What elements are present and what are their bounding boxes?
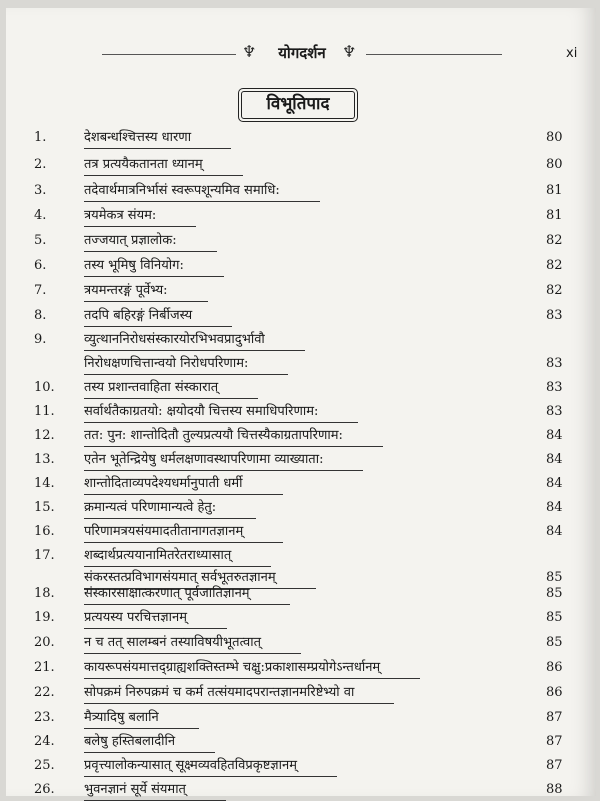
- entry-underline: [84, 518, 256, 519]
- page-ref: 87: [546, 710, 563, 725]
- page-ref: 85: [546, 635, 563, 650]
- sutra-number: 9.: [34, 332, 47, 347]
- sutra-number: 6.: [34, 258, 47, 273]
- toc-entry: [6, 155, 596, 175]
- section-heading-box: [238, 88, 358, 122]
- sutra-number: 16.: [34, 524, 55, 539]
- sutra-number: 10.: [34, 380, 55, 395]
- page-ref: 84: [546, 500, 563, 515]
- toc-entry: [6, 756, 596, 776]
- sutra-text: त्रयमेकत्र संयम:: [84, 208, 157, 223]
- entry-underline: [84, 374, 288, 375]
- entry-underline: [84, 446, 383, 447]
- page-ref: 81: [546, 183, 563, 198]
- page-ref: 85: [546, 610, 563, 625]
- sutra-number: 8.: [34, 308, 47, 323]
- toc-entry: [6, 584, 596, 604]
- toc-entry: [6, 780, 596, 800]
- entry-underline: [84, 148, 231, 149]
- sutra-number: 24.: [34, 734, 55, 749]
- toc-entry: [6, 206, 596, 226]
- sutra-number: 21.: [34, 660, 55, 675]
- sutra-number: 26.: [34, 782, 55, 797]
- toc-entry: [6, 498, 596, 518]
- page-ref: 80: [546, 130, 563, 145]
- sutra-text: प्रत्ययस्य परचित्तज्ञानम्: [84, 610, 187, 625]
- sutra-text: क्रमान्यत्वं परिणामान्यत्वे हेतु:: [84, 500, 217, 515]
- entry-underline: [84, 604, 290, 605]
- page-ref: 83: [546, 356, 563, 371]
- toc-entry: [6, 708, 596, 728]
- sutra-number: 25.: [34, 758, 55, 773]
- running-header: [6, 42, 596, 66]
- sutra-text: तत्र प्रत्ययैकतानता ध्यानम्: [84, 157, 203, 172]
- sutra-number: 2.: [34, 157, 47, 172]
- entry-underline: [84, 703, 394, 704]
- entry-underline: [84, 251, 217, 252]
- entry-underline: [84, 350, 305, 351]
- toc-entry: [6, 546, 596, 566]
- ornament-icon: ♆: [342, 42, 357, 61]
- sutra-text: बलेषु हस्तिबलादीनि: [84, 734, 176, 749]
- entry-underline: [84, 175, 243, 176]
- section-title: विभूतिपाद: [266, 94, 330, 114]
- entry-underline: [84, 776, 337, 777]
- toc-entry: [6, 256, 596, 276]
- toc-entry: [6, 474, 596, 494]
- sutra-number: 15.: [34, 500, 55, 515]
- page-ref: 82: [546, 283, 563, 298]
- toc-entry: [6, 608, 596, 628]
- page-ref: 88: [546, 782, 563, 797]
- toc-entry: [6, 633, 596, 653]
- sutra-text: तदपि बहिरङ्गं निर्बीजस्य: [84, 308, 193, 323]
- entry-underline: [84, 678, 420, 679]
- page-ref: 86: [546, 660, 563, 675]
- sutra-number: 3.: [34, 183, 47, 198]
- toc-entry: [6, 231, 596, 251]
- sutra-text: देशबन्धश्चित्तस्य धारणा: [84, 130, 192, 145]
- sutra-text-line2: संकरस्तत्प्रविभागसंयमात् सर्वभूतरुतज्ञानम्: [84, 570, 276, 585]
- sutra-number: 22.: [34, 685, 55, 700]
- toc-entry: [6, 281, 596, 301]
- sutra-number: 7.: [34, 283, 47, 298]
- page-ref: 80: [546, 157, 563, 172]
- toc-entry: [6, 522, 596, 542]
- toc-entry: [6, 658, 596, 678]
- entry-underline: [84, 628, 227, 629]
- toc-entry: [6, 330, 596, 350]
- entry-underline: [84, 422, 358, 423]
- entry-underline: [84, 494, 283, 495]
- sutra-text: त्रयमन्तरङ्गं पूर्वेभ्य:: [84, 283, 168, 298]
- entry-underline: [84, 728, 199, 729]
- toc-entry-continuation: [6, 354, 596, 374]
- entry-underline: [84, 326, 232, 327]
- sutra-number: 1.: [34, 130, 47, 145]
- page-ref: 84: [546, 428, 563, 443]
- sutra-text: तज्जयात् प्रज्ञालोक:: [84, 233, 177, 248]
- toc-entry: [6, 732, 596, 752]
- sutra-number: 12.: [34, 428, 55, 443]
- sutra-text: तदेवार्थमात्रनिर्भासं स्वरूपशून्यमिव समाधि:: [84, 183, 280, 198]
- sutra-number: 14.: [34, 476, 55, 491]
- entry-underline: [84, 470, 363, 471]
- toc-entry: [6, 402, 596, 422]
- entry-underline: [84, 398, 258, 399]
- sutra-text: शब्दार्थप्रत्ययानामितरेतराध्यासात्: [84, 548, 232, 563]
- book-page: [6, 8, 596, 796]
- entry-underline: [84, 653, 301, 654]
- page-ref: 86: [546, 685, 563, 700]
- page-ref: 82: [546, 233, 563, 248]
- sutra-text: प्रवृत्त्यालोकन्यासात् सूक्ष्मव्यवहितविप्रकृष्टज्ञानम्: [84, 758, 297, 773]
- sutra-number: 23.: [34, 710, 55, 725]
- page-ref: 84: [546, 452, 563, 467]
- page-ref: 83: [546, 380, 563, 395]
- sutra-text: न च तत् सालम्बनं तस्याविषयीभूतत्वात्: [84, 635, 262, 650]
- toc-entry: [6, 683, 596, 703]
- ornament-icon: ♆: [242, 42, 257, 61]
- toc-entry: [6, 426, 596, 446]
- toc-entry: [6, 450, 596, 470]
- page-ref: 84: [546, 524, 563, 539]
- book-title: योगदर्शन: [278, 44, 326, 62]
- entry-underline: [84, 752, 215, 753]
- page-ref: 83: [546, 308, 563, 323]
- sutra-text: संस्कारसाक्षात्करणात् पूर्वजातिज्ञानम्: [84, 586, 250, 601]
- sutra-text: मैत्र्यादिषु बलानि: [84, 710, 159, 725]
- page-ref: 83: [546, 404, 563, 419]
- toc-entry: [6, 128, 596, 148]
- toc-entry: [6, 378, 596, 398]
- sutra-number: 4.: [34, 208, 47, 223]
- sutra-number: 5.: [34, 233, 47, 248]
- sutra-text: एतेन भूतेन्द्रियेषु धर्मलक्षणावस्थापरिणामा व्याख्याता:: [84, 452, 324, 467]
- page-ref: 87: [546, 758, 563, 773]
- toc-entry: [6, 181, 596, 201]
- sutra-text: सोपक्रमं निरुपक्रमं च कर्म तत्संयमादपरान्तज्ञानमरिष्टेभ्यो वा: [84, 685, 355, 700]
- sutra-text: शान्तोदिताव्यपदेश्यधर्मानुपाती धर्मी: [84, 476, 243, 491]
- sutra-text-line2: निरोधक्षणचित्तान्वयो निरोधपरिणाम:: [84, 356, 249, 371]
- entry-underline: [84, 276, 224, 277]
- page-ref: 84: [546, 476, 563, 491]
- sutra-number: 18.: [34, 586, 55, 601]
- sutra-text: भुवनज्ञानं सूर्ये संयमात्: [84, 782, 186, 797]
- entry-underline: [84, 566, 271, 567]
- sutra-text: कायरूपसंयमात्तद्ग्राह्यशक्तिस्तम्भे चक्षु:प्रकाशासम्प्रयोगेऽन्तर्धानम्: [84, 660, 381, 675]
- sutra-text: व्युत्थाननिरोधसंस्कारयोरभिभवप्रादुर्भावौ: [84, 332, 265, 347]
- sutra-text: सर्वार्थतैकाग्रतयो: क्षयोदयौ चित्तस्य समाधिपरिणाम:: [84, 404, 319, 419]
- toc-entry: [6, 306, 596, 326]
- page-ref: 85: [546, 586, 563, 601]
- sutra-text: तस्य भूमिषु विनियोग:: [84, 258, 184, 273]
- page-ref: 82: [546, 258, 563, 273]
- sutra-text: परिणामत्रयसंयमादतीतानागतज्ञानम्: [84, 524, 244, 539]
- sutra-number: 19.: [34, 610, 55, 625]
- page-ref: 85: [546, 570, 563, 585]
- header-rule-right: [366, 54, 502, 55]
- page-number: xi: [566, 46, 578, 61]
- entry-underline: [84, 226, 196, 227]
- sutra-number: 17.: [34, 548, 55, 563]
- sutra-number: 13.: [34, 452, 55, 467]
- sutra-number: 11.: [34, 404, 55, 419]
- page-ref: 87: [546, 734, 563, 749]
- sutra-text: तत: पुन: शान्तोदितौ तुल्यप्रत्ययौ चित्तस्यैकाग्रतापरिणाम:: [84, 428, 343, 443]
- page-ref: 81: [546, 208, 563, 223]
- sutra-text: तस्य प्रशान्तवाहिता संस्कारात्: [84, 380, 219, 395]
- entry-underline: [84, 301, 208, 302]
- entry-underline: [84, 542, 283, 543]
- header-rule-left: [102, 54, 236, 55]
- sutra-number: 20.: [34, 635, 55, 650]
- entry-underline: [84, 201, 320, 202]
